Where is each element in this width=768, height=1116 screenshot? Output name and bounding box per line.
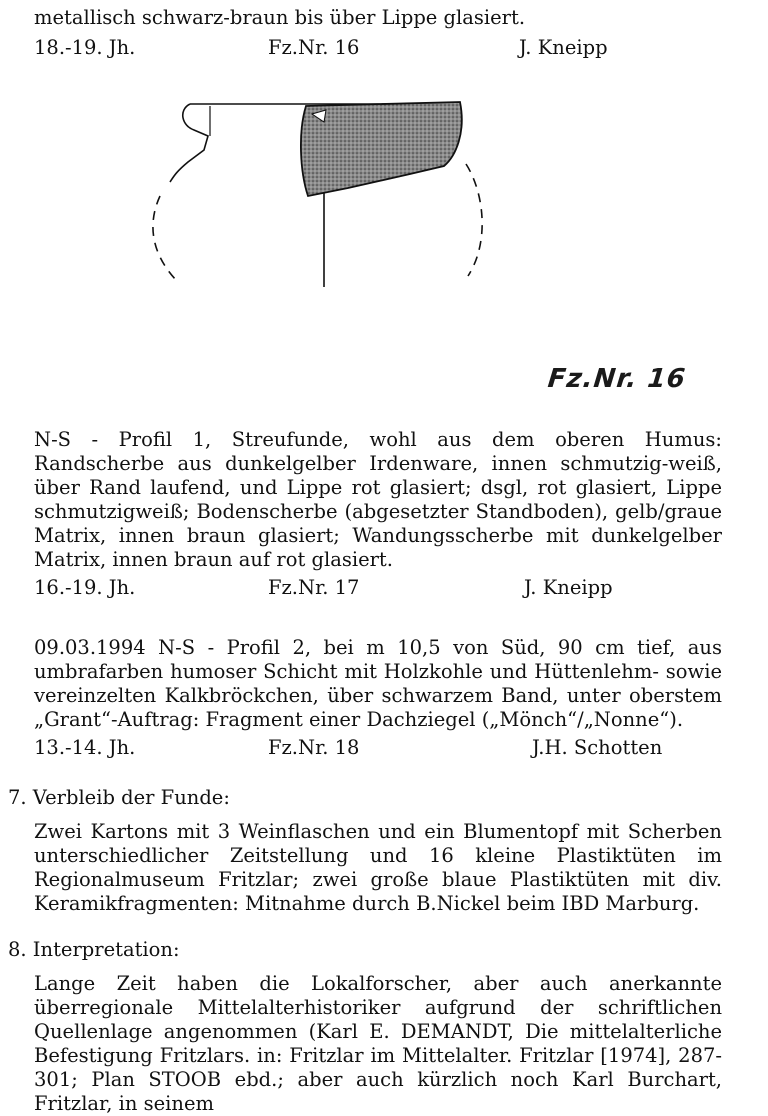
- section-8-heading: 8. Interpretation:: [8, 938, 180, 961]
- author-17: J. Kneipp: [524, 576, 613, 599]
- pottery-sherd-drawing: [148, 92, 488, 287]
- section-7-heading: 7. Verbleib der Funde:: [8, 786, 230, 809]
- fz-number-17: Fz.Nr. 17: [268, 576, 360, 599]
- fz-number-18: Fz.Nr. 18: [268, 736, 360, 759]
- date-16: 18.-19. Jh.: [34, 36, 136, 59]
- vessel-profile-left: [170, 104, 208, 182]
- fz-number-16: Fz.Nr. 16: [268, 36, 360, 59]
- author-16: J. Kneipp: [519, 36, 608, 59]
- date-18: 13.-14. Jh.: [34, 736, 136, 759]
- entry-text-18: 09.03.1994 N-S - Profil 2, bei m 10,5 von Süd, 90 cm tief, aus umbrafarben humoser Schicht mit Holzkohle und Hüttenlehm- sowie vereinzelten Kalkbröckchen, über schwarzem Band, unter oberstem „Grant“-Auftrag: Fragment einer Dachziegel („Mönch“/„Nonne“).: [34, 636, 722, 731]
- reconstruction-left: [153, 196, 176, 280]
- continuation-text: metallisch schwarz-braun bis über Lippe glasiert.: [34, 6, 526, 29]
- section-8-text: Lange Zeit haben die Lokalforscher, aber auch anerkannte überregionale Mittelalterhistoriker aufgrund der schriftlichen Quellenlage angenommen (Karl E. DEMANDT, Die mittelalterliche Befestigung Fritzlars. in: Fritzlar im Mittelalter. Fritzlar [1974], 287-301; Plan STOOB ebd.; aber auch kürzlich noch Karl Burchart, Fritzlar, in seinem: [34, 972, 722, 1115]
- entry-text-17: N-S - Profil 1, Streufunde, wohl aus dem oberen Humus: Randscherbe aus dunkelgelber Irdenware, innen schmutzig-weiß, über Rand laufend, und Lippe rot glasiert; dsgl, rot glasiert, Lippe schmutzigweiß; Bodenscherbe (abgesetzter Standboden), gelb/graue Matrix, innen braun glasiert; Wandungsscherbe mit dunkelgelber Matrix, innen braun auf rot glasiert.: [34, 428, 722, 571]
- section-7-text: Zwei Kartons mit 3 Weinflaschen und ein Blumentopf mit Scherben unterschiedlicher Zeitstellung und 16 kleine Plastiktüten im Regionalmuseum Fritzlar; zwei große blaue Plastiktüten mit div. Keramikfragmenten: Mitnahme durch B.Nickel beim IBD Marburg.: [34, 820, 722, 915]
- date-17: 16.-19. Jh.: [34, 576, 136, 599]
- handwritten-find-number: Fz.Nr. 16: [546, 364, 688, 394]
- reconstruction-right: [466, 164, 482, 276]
- author-18: J.H. Schotten: [532, 736, 663, 759]
